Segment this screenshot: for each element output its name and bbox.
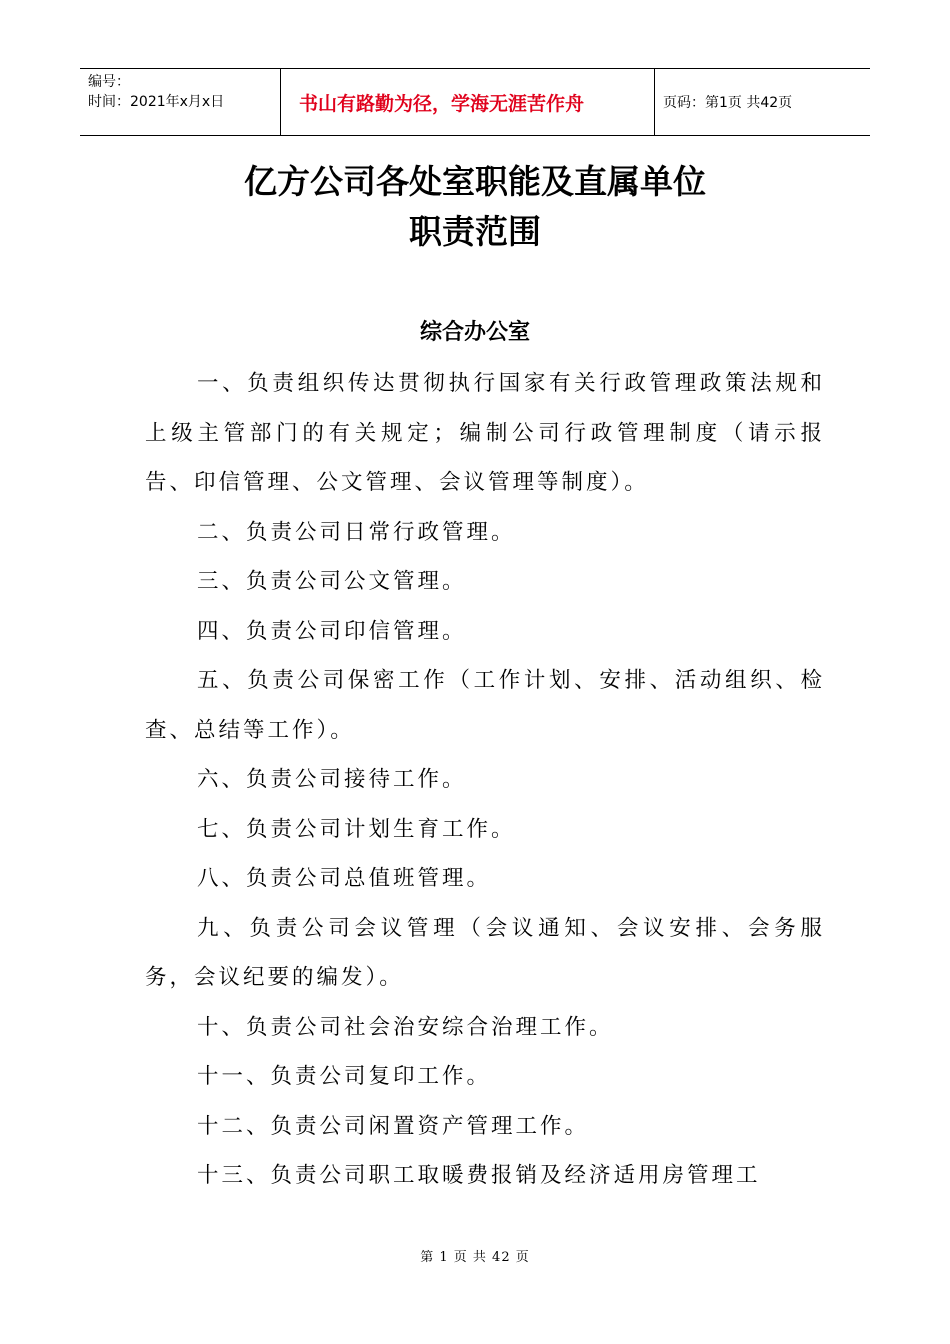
document-body <box>145 359 825 1201</box>
paragraph: 五、负责公司保密工作（工作计划、安排、活动组织、检查、总结等工作）。 <box>145 668 825 743</box>
header-meta <box>80 69 281 135</box>
paragraph: 七、负责公司计划生育工作。 <box>197 816 516 842</box>
paragraph: 六、负责公司接待工作。 <box>197 767 467 792</box>
paragraph: 十、负责公司社会治安综合治理工作。 <box>197 1014 614 1040</box>
page-footer: 第 1 页 共 42 页 <box>420 1250 530 1265</box>
document-title-line2: 职责范围 <box>409 212 541 251</box>
paragraph: 十二、负责公司闲置资产管理工作。 <box>197 1113 590 1139</box>
document-title-line1: 亿方公司各处室职能及直属单位 <box>244 162 706 201</box>
paragraph: 一、负责组织传达贯彻执行国家有关行政管理政策法规和上级主管部门的有关规定；编制公司行政管理制度（请示报告、印信管理、公文管理、会议管理等制度）。 <box>145 371 825 495</box>
paragraph: 八、负责公司总值班管理。 <box>197 866 492 891</box>
paragraph: 九、负责公司会议管理（会议通知、会议安排、会务服务，会议纪要的编发）。 <box>145 915 825 990</box>
paragraph: 四、负责公司印信管理。 <box>197 618 467 644</box>
number-label: 编号： <box>88 74 130 90</box>
time-label: 时间：2021年x月x日 <box>88 94 225 110</box>
paragraph: 二、负责公司日常行政管理。 <box>197 519 516 545</box>
paragraph: 三、负责公司公文管理。 <box>197 569 467 594</box>
paragraph: 十一、负责公司复印工作。 <box>197 1064 492 1089</box>
header-page-info: 页码：第1页 共42页 <box>663 95 793 111</box>
section-title: 综合办公室 <box>419 320 530 345</box>
header-motto: 书山有路勤为径，学海无涯苦作舟 <box>281 69 655 135</box>
paragraph: 十三、负责公司职工取暖费报销及经济适用房管理工 <box>197 1163 761 1188</box>
document-header <box>80 68 870 136</box>
